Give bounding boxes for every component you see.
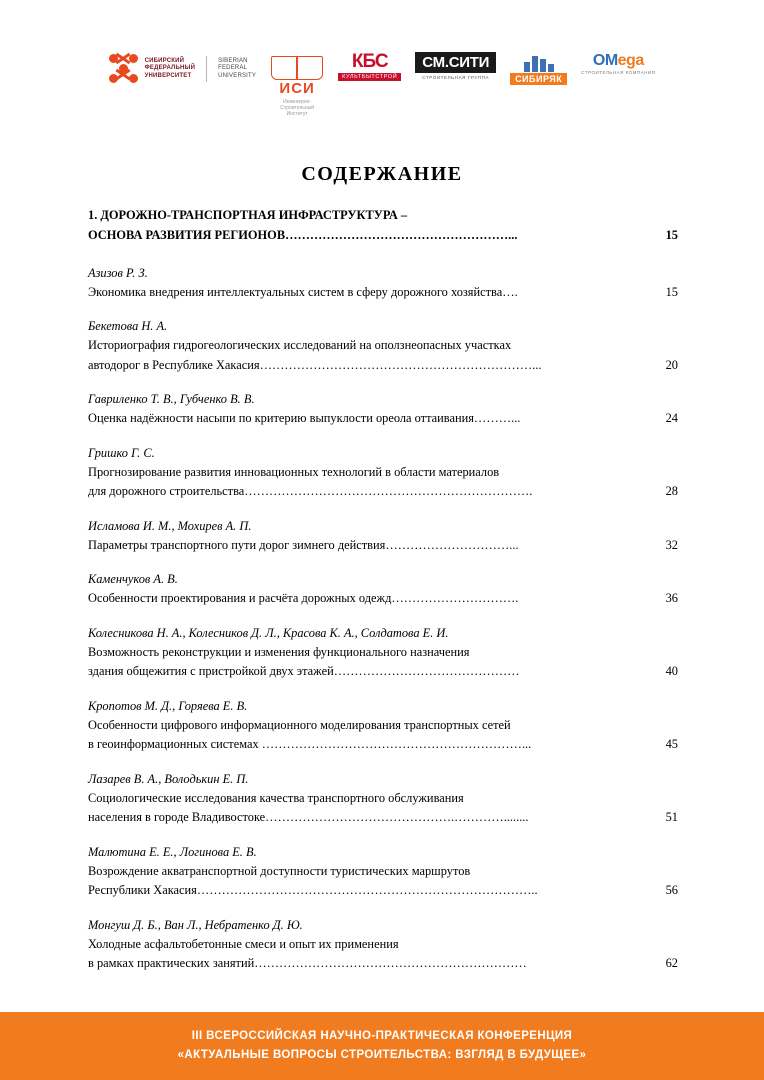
kbs-subtitle: КУЛЬТБЫТСТРОЙ (338, 73, 401, 81)
toc-entry (88, 843, 678, 901)
toc-entry (88, 697, 678, 755)
toc-entry (88, 317, 678, 375)
entry-line: в рамках практических занятий………………………………………………………… 62 (88, 954, 678, 974)
toc-entry (88, 916, 678, 974)
sfu-emblem-icon (109, 52, 139, 86)
section-heading-line-1: 1. ДОРОЖНО-ТРАНСПОРТНАЯ ИНФРАСТРУКТУРА – (88, 208, 408, 222)
sibiryak-name: СИБИРЯК (510, 73, 567, 85)
entry-authors: Исламова И. М., Мохирев А. П. (88, 518, 252, 533)
entry-line: Историография гидрогеологических исследований на оползнеопасных участках (88, 338, 512, 352)
entry-authors: Кропотов М. Д., Горяева Е. В. (88, 698, 248, 713)
entry-line: Параметры транспортного пути дорог зимнего действия…………………………... 32 (88, 536, 678, 556)
footer-line-2: «АКТУАЛЬНЫЕ ВОПРОСЫ СТРОИТЕЛЬСТВА: ВЗГЛЯД В БУДУЩЕЕ» (177, 1049, 587, 1061)
entry-page-number: 40 (665, 664, 678, 678)
toc-entry (88, 570, 678, 609)
entry-page-number: 45 (665, 737, 678, 751)
footer-line-1: III ВСЕРОССИЙСКАЯ НАУЧНО-ПРАКТИЧЕСКАЯ КОНФЕРЕНЦИЯ (191, 1030, 573, 1042)
entry-authors: Каменчуков А. В. (88, 572, 178, 586)
entry-line: Экономика внедрения интеллектуальных систем в сферу дорожного хозяйства…. 15 (88, 283, 678, 303)
entry-line: Оценка надёжности насыпи по критерию выпуклости ореола оттаивания………... 24 (88, 409, 678, 429)
entry-line: Особенности проектирования и расчёта дорожных одежд…………………………. 36 (88, 589, 678, 609)
entry-page-number: 62 (665, 956, 678, 970)
toc-entry (88, 444, 678, 502)
sfu-english-name: SIBERIAN FEDERAL UNIVERSITY (218, 57, 257, 79)
entry-line: Республики Хакасия……………………………………………………………………….. 56 (88, 881, 678, 901)
entry-line: Возможность реконструкции и изменения функционального назначения (88, 644, 470, 659)
entry-line: Холодные асфальтобетонные смеси и опыт их применения (88, 936, 399, 951)
entry-authors: Монгуш Д. Б., Ван Л., Небратенко Д. Ю. (88, 917, 303, 932)
conference-footer-banner (0, 1012, 764, 1080)
entry-line: в геоинформационных системах ………………………………………………………... 45 (88, 735, 678, 755)
entry-authors: Бекетова Н. А. (88, 319, 168, 333)
entry-line: Социологические исследования качества транспортного обслуживания (88, 790, 464, 805)
logo-engineering-construction-institute (270, 52, 324, 117)
isi-subtitle: Инженерно- Строительный Институт (280, 99, 315, 117)
sm-city-subtitle: СТРОИТЕЛЬНАЯ ГРУППА (422, 75, 490, 80)
toc-entry (88, 770, 678, 828)
entry-line: населения в городе Владивостоке……………………………………….…………........ 51 (88, 808, 678, 828)
kbs-abbreviation: КБС (351, 51, 388, 72)
logo-sm-city (415, 52, 496, 80)
toc-section-heading (88, 205, 678, 246)
entry-page-number: 36 (665, 591, 678, 605)
toc-entry (88, 264, 678, 303)
entry-page-number: 24 (665, 411, 678, 425)
section-page-number: 15 (665, 228, 678, 242)
logo-omega (581, 52, 655, 75)
entry-line: Особенности цифрового информационного моделирования транспортных сетей (88, 717, 511, 732)
entry-authors: Азизов Р. З. (88, 265, 148, 280)
entry-line: автодорог в Республике Хакасия…………………………………………………………... 20 (88, 356, 678, 376)
entry-authors: Гавриленко Т. В., Губченко В. В. (88, 392, 255, 406)
sponsor-logo-strip (0, 52, 764, 132)
entry-line: Возрождение акватранспортной доступности туристических маршрутов (88, 863, 471, 878)
entry-page-number: 20 (665, 357, 678, 372)
entry-page-number: 51 (665, 810, 678, 824)
sm-city-name: СМ.СИТИ (415, 52, 496, 73)
entry-authors: Колесникова Н. А., Колесников Д. Л., Красова К. А., Солдатова Е. И. (88, 625, 449, 640)
entry-line: для дорожного строительства……………………………………………………………. 28 (88, 482, 678, 502)
logo-sibiryak (510, 52, 567, 85)
omega-subtitle: СТРОИТЕЛЬНАЯ КОМПАНИЯ (581, 70, 656, 75)
toc-entry (88, 624, 678, 682)
toc-entry (88, 390, 678, 429)
entry-page-number: 28 (665, 484, 678, 498)
entry-line: Прогнозирование развития инновационных технологий в области материалов (88, 464, 500, 479)
entry-authors: Лазарев В. А., Володькин Е. П. (88, 771, 249, 786)
entry-page-number: 32 (665, 537, 678, 552)
entry-authors: Малютина Е. Е., Логинова Е. В. (88, 844, 257, 859)
toc-entry (88, 517, 678, 556)
entry-line: здания общежития с пристройкой двух этажей……………………………………… 40 (88, 662, 678, 682)
omega-name: ОМega (592, 52, 644, 69)
isi-abbreviation: ИСИ (279, 80, 315, 97)
sfu-russian-name: СИБИРСКИЙ ФЕДЕРАЛЬНЫЙ УНИВЕРСИТЕТ (144, 57, 196, 79)
table-of-contents (88, 205, 678, 989)
section-heading-line-2: ОСНОВА РАЗВИТИЯ РЕГИОНОВ………………………………………………... 15 (88, 226, 678, 246)
open-book-icon (270, 52, 324, 82)
entry-authors: Гришко Г. С. (88, 445, 155, 460)
entry-page-number: 15 (665, 284, 678, 299)
sibiryak-buildings-icon (522, 52, 556, 72)
sfu-divider (206, 56, 207, 82)
page-title: СОДЕРЖАНИЕ (301, 163, 463, 185)
entry-page-number: 56 (665, 883, 678, 897)
logo-kbs (338, 52, 401, 81)
logo-siberian-federal-university (109, 52, 257, 86)
